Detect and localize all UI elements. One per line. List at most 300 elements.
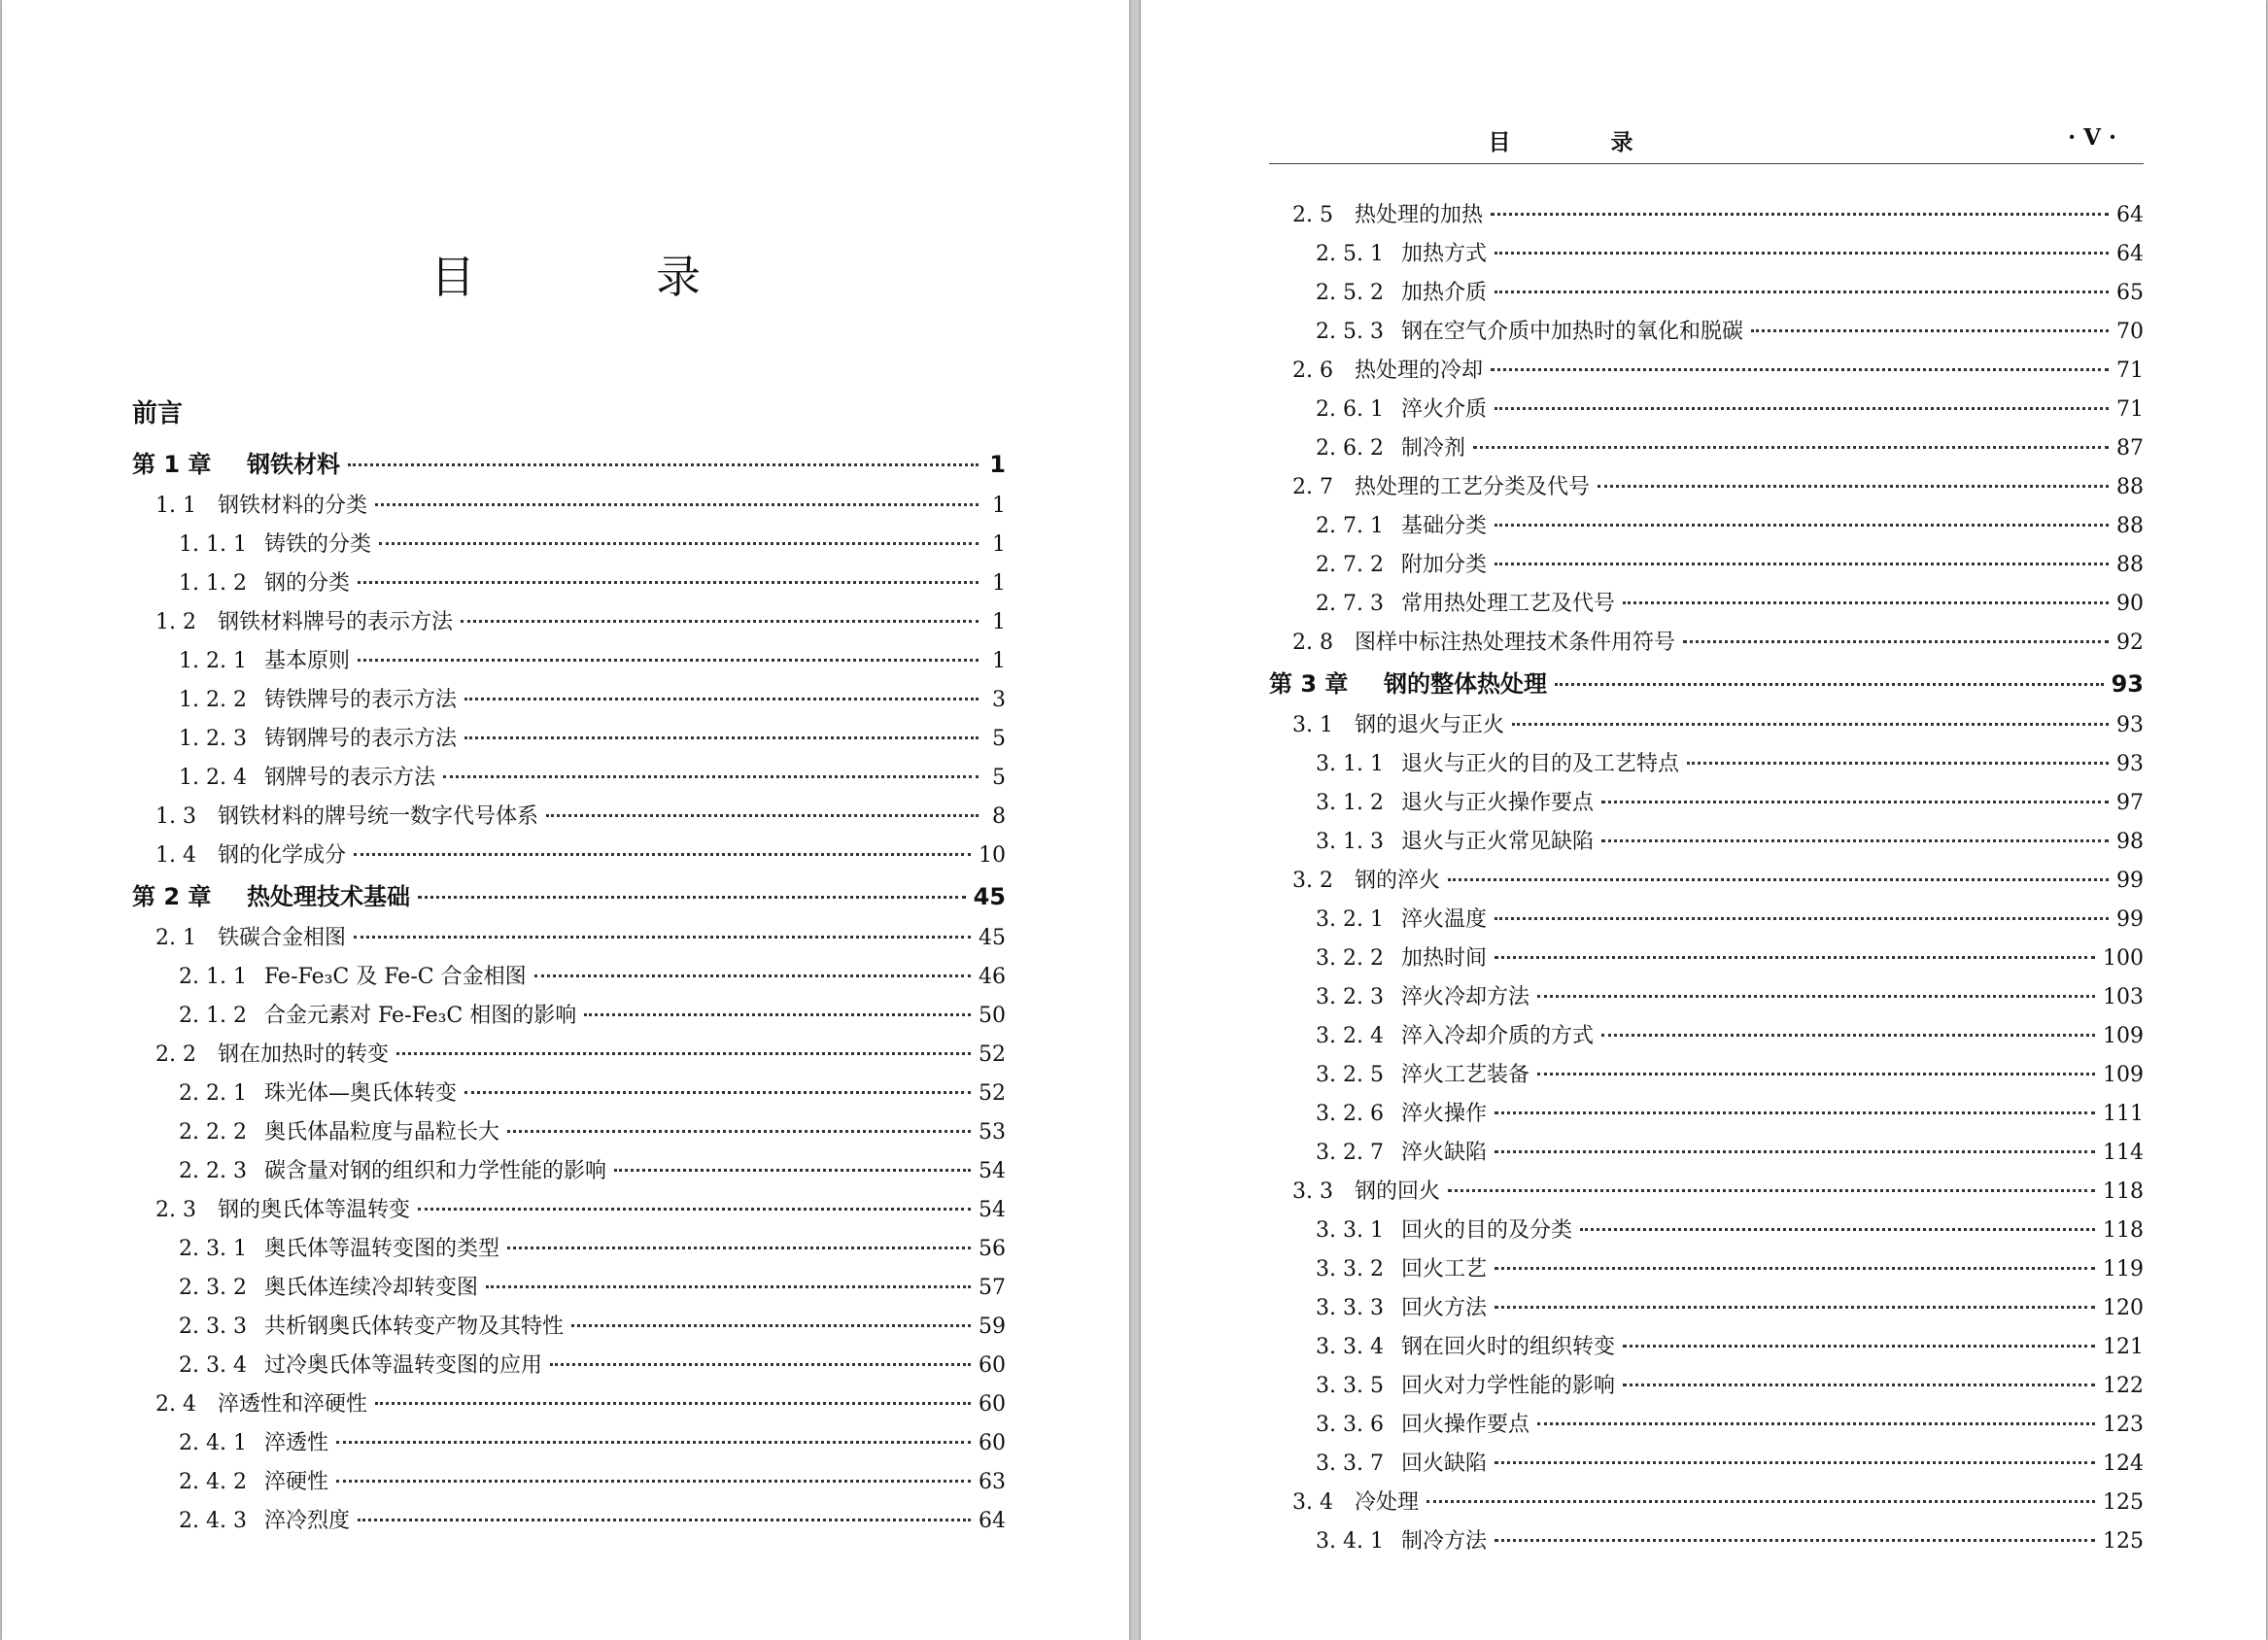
toc-number: 3. 4. 1 xyxy=(1316,1529,1384,1554)
toc-label: 共析钢奥氏体转变产物及其特性 xyxy=(264,1315,565,1339)
toc-number: 2. 3 xyxy=(155,1198,196,1222)
toc-chapter-entry[interactable] xyxy=(1141,663,2266,706)
running-title: 目 录 xyxy=(1488,130,1672,155)
toc-entry[interactable] xyxy=(1141,1095,2266,1134)
toc-entry[interactable] xyxy=(1141,468,2266,507)
toc-number: 第 2 章 xyxy=(132,883,212,910)
toc-page-number: 59 xyxy=(979,1315,1006,1339)
toc-number: 3. 2. 3 xyxy=(1316,985,1384,1009)
toc-number: 2. 7. 3 xyxy=(1316,592,1384,616)
toc-number: 2. 3. 3 xyxy=(179,1315,247,1339)
toc-number: 2. 2. 3 xyxy=(179,1159,247,1183)
toc-page-number: 50 xyxy=(979,1004,1006,1028)
toc-number: 2. 2. 2 xyxy=(179,1120,247,1145)
dot-leader xyxy=(1495,290,2109,293)
toc-number: 2. 3. 1 xyxy=(179,1237,247,1261)
toc-number: 2. 6. 2 xyxy=(1316,436,1384,461)
toc-page-number: 53 xyxy=(979,1120,1006,1145)
dot-leader xyxy=(1495,1111,2095,1114)
dot-leader xyxy=(396,1052,971,1055)
dot-leader xyxy=(1495,917,2109,920)
dot-leader xyxy=(1623,1345,2095,1348)
toc-entry[interactable] xyxy=(2,958,1129,997)
toc-number: 2. 1. 2 xyxy=(179,1004,247,1028)
toc-number: 1. 2. 1 xyxy=(179,649,247,673)
toc-page-number: 1 xyxy=(992,571,1006,596)
toc-number: 1. 2. 2 xyxy=(179,688,247,712)
toc-label: Fe-Fe₃C 及 Fe-C 合金相图 xyxy=(264,965,527,989)
toc-label: 制冷方法 xyxy=(1401,1529,1488,1554)
toc-label: 钢的整体热处理 xyxy=(1384,670,1547,698)
dot-leader xyxy=(1495,1306,2095,1309)
toc-number: 3. 3. 4 xyxy=(1316,1335,1384,1359)
toc-chapter-entry[interactable] xyxy=(2,875,1129,919)
toc-number: 2. 5. 1 xyxy=(1316,242,1384,266)
toc-page-number: 64 xyxy=(2116,242,2144,266)
toc-page-number: 64 xyxy=(979,1509,1006,1533)
toc-page-number: 99 xyxy=(2116,907,2144,932)
toc-page-number: 88 xyxy=(2116,514,2144,538)
toc-entry[interactable] xyxy=(2,1191,1129,1230)
toc-entry[interactable] xyxy=(1141,862,2266,901)
toc-label: 钢铁材料 xyxy=(247,451,340,478)
dot-leader xyxy=(375,503,979,506)
dot-leader xyxy=(354,853,971,856)
toc-entry[interactable] xyxy=(1141,1212,2266,1250)
toc-entry[interactable] xyxy=(1141,1017,2266,1056)
toc-number: 3. 2. 6 xyxy=(1316,1102,1384,1126)
toc-number: 3. 2. 4 xyxy=(1316,1024,1384,1048)
toc-number: 2. 1. 1 xyxy=(179,965,247,989)
dot-leader xyxy=(1495,1539,2095,1542)
toc-entry[interactable] xyxy=(1141,546,2266,585)
toc-entry[interactable] xyxy=(1141,1484,2266,1522)
dot-leader xyxy=(1473,446,2109,449)
toc-label: 淬火介质 xyxy=(1401,397,1488,422)
dot-leader xyxy=(584,1013,971,1016)
toc-entry[interactable] xyxy=(1141,1173,2266,1212)
dot-leader xyxy=(1687,762,2109,765)
toc-entry[interactable] xyxy=(1141,507,2266,546)
toc-entry[interactable] xyxy=(1141,391,2266,429)
toc-chapter-entry[interactable] xyxy=(2,443,1129,487)
toc-entry[interactable] xyxy=(2,1424,1129,1463)
toc-page-number: 97 xyxy=(2116,791,2144,815)
toc-page-number: 88 xyxy=(2116,475,2144,499)
dot-leader xyxy=(571,1324,971,1327)
toc-page-number: 92 xyxy=(2116,631,2144,655)
toc-label: 回火操作要点 xyxy=(1401,1413,1530,1437)
toc-page-number: 45 xyxy=(973,883,1006,910)
toc-entry[interactable] xyxy=(2,1230,1129,1269)
dot-leader xyxy=(379,542,979,545)
toc-number: 3. 3. 7 xyxy=(1316,1452,1384,1476)
toc-entry[interactable] xyxy=(1141,585,2266,624)
toc-label: 奥氏体等温转变图的类型 xyxy=(264,1237,500,1261)
toc-page-number: 120 xyxy=(2103,1296,2144,1320)
toc-label: 回火方法 xyxy=(1401,1296,1488,1320)
toc-label: 常用热处理工艺及代号 xyxy=(1401,592,1616,616)
toc-label: 合金元素对 Fe-Fe₃C 相图的影响 xyxy=(264,1004,577,1028)
toc-page-number: 123 xyxy=(2103,1413,2144,1437)
toc-entry[interactable] xyxy=(1141,823,2266,862)
toc-page-number: 8 xyxy=(992,804,1006,829)
toc-page-number: 111 xyxy=(2103,1102,2144,1126)
toc-number: 1. 4 xyxy=(155,843,196,868)
toc-label: 图样中标注热处理技术条件用符号 xyxy=(1355,631,1676,655)
toc-page-number: 45 xyxy=(979,926,1006,950)
toc-entry[interactable] xyxy=(1141,1522,2266,1561)
toc-entry[interactable] xyxy=(2,603,1129,642)
toc-entry[interactable] xyxy=(1141,1134,2266,1173)
toc-label: 钢的分类 xyxy=(264,571,351,596)
toc-label: 钢铁材料牌号的表示方法 xyxy=(218,610,454,634)
dot-leader xyxy=(1491,213,2109,216)
toc-page-number: 118 xyxy=(2103,1218,2144,1243)
toc-entry[interactable] xyxy=(2,1463,1129,1502)
toc-number: 3. 1. 1 xyxy=(1316,752,1384,776)
toc-entry[interactable] xyxy=(2,1113,1129,1152)
toc-number: 3. 3. 2 xyxy=(1316,1257,1384,1281)
left-page xyxy=(2,0,1129,1640)
dot-leader xyxy=(464,736,979,739)
toc-entry[interactable] xyxy=(1141,313,2266,352)
toc-page-number: 87 xyxy=(2116,436,2144,461)
toc-entry[interactable] xyxy=(2,759,1129,798)
toc-number: 3. 2. 5 xyxy=(1316,1063,1384,1087)
toc-page-number: 71 xyxy=(2116,397,2144,422)
toc-label: 退火与正火操作要点 xyxy=(1401,791,1595,815)
dot-leader xyxy=(507,1130,971,1133)
toc-label: 回火的目的及分类 xyxy=(1401,1218,1573,1243)
dot-leader xyxy=(464,1091,971,1094)
toc-page-number: 100 xyxy=(2103,946,2144,971)
dot-leader xyxy=(358,659,979,662)
toc-label: 淬火工艺装备 xyxy=(1401,1063,1530,1087)
toc-label: 淬火冷却方法 xyxy=(1401,985,1530,1009)
toc-page-number: 103 xyxy=(2103,985,2144,1009)
toc-page-number: 5 xyxy=(992,766,1006,790)
toc-number: 2. 7 xyxy=(1292,475,1333,499)
toc-label: 制冷剂 xyxy=(1401,436,1466,461)
toc-label: 淬火缺陷 xyxy=(1401,1141,1488,1165)
toc-number: 3. 2. 1 xyxy=(1316,907,1384,932)
toc-entry[interactable] xyxy=(2,1036,1129,1075)
dot-leader xyxy=(1495,563,2109,565)
toc-entry[interactable] xyxy=(2,798,1129,837)
dot-leader xyxy=(375,1402,971,1405)
toc-entry[interactable] xyxy=(1141,1367,2266,1406)
toc-label: 退火与正火常见缺陷 xyxy=(1401,830,1595,854)
dot-leader xyxy=(1495,1267,2095,1270)
dot-leader xyxy=(354,936,971,939)
toc-label: 回火缺陷 xyxy=(1401,1452,1488,1476)
dot-leader xyxy=(1601,801,2109,803)
toc-number: 3. 4 xyxy=(1292,1490,1333,1515)
toc-number: 2. 5. 2 xyxy=(1316,281,1384,305)
toc-page-number: 93 xyxy=(2116,713,2144,737)
dot-leader xyxy=(1495,252,2109,255)
toc-page-number: 10 xyxy=(979,843,1006,868)
toc-label: 钢铁材料的牌号统一数字代号体系 xyxy=(218,804,539,829)
toc-label: 钢的退火与正火 xyxy=(1355,713,1505,737)
toc-label: 基本原则 xyxy=(264,649,351,673)
toc-number: 2. 1 xyxy=(155,926,196,950)
dot-leader xyxy=(418,1208,971,1211)
toc-number: 1. 1. 2 xyxy=(179,571,247,596)
toc-number: 2. 6 xyxy=(1292,359,1333,383)
toc-page-number: 118 xyxy=(2103,1179,2144,1204)
toc-entry[interactable] xyxy=(1141,1445,2266,1484)
right-page xyxy=(1141,0,2266,1640)
toc-page-number: 64 xyxy=(2116,203,2144,227)
toc-number: 1. 2. 3 xyxy=(179,727,247,751)
dot-leader xyxy=(358,581,979,584)
toc-number: 2. 4. 2 xyxy=(179,1470,247,1494)
toc-number: 2. 5 xyxy=(1292,203,1333,227)
toc-number: 2. 7. 1 xyxy=(1316,514,1384,538)
toc-label: 回火对力学性能的影响 xyxy=(1401,1374,1616,1398)
toc-label: 奥氏体晶粒度与晶粒长大 xyxy=(264,1120,500,1145)
toc-label: 钢牌号的表示方法 xyxy=(264,766,436,790)
toc-entry[interactable] xyxy=(2,1269,1129,1308)
toc-label: 淬硬性 xyxy=(264,1470,329,1494)
dot-leader xyxy=(1555,683,2104,686)
toc-preface: 前言 xyxy=(132,399,184,428)
dot-leader xyxy=(550,1363,971,1366)
dot-leader xyxy=(1601,839,2109,842)
toc-entry[interactable] xyxy=(2,997,1129,1036)
toc-page-number: 109 xyxy=(2103,1063,2144,1087)
toc-label: 钢的奥氏体等温转变 xyxy=(218,1198,411,1222)
toc-entry[interactable] xyxy=(1141,235,2266,274)
toc-entry[interactable] xyxy=(1141,1289,2266,1328)
toc-label: 过冷奥氏体等温转变图的应用 xyxy=(264,1353,543,1378)
toc-entry[interactable] xyxy=(1141,978,2266,1017)
dot-leader xyxy=(336,1480,971,1483)
toc-page-number: 5 xyxy=(992,727,1006,751)
toc-label: 淬火温度 xyxy=(1401,907,1488,932)
toc-label: 回火工艺 xyxy=(1401,1257,1488,1281)
toc-page-number: 52 xyxy=(979,1081,1006,1106)
toc-entry[interactable] xyxy=(1141,901,2266,940)
toc-entry[interactable] xyxy=(1141,624,2266,663)
toc-label: 基础分类 xyxy=(1401,514,1488,538)
toc-entry[interactable] xyxy=(1141,940,2266,978)
toc-label: 淬透性和淬硬性 xyxy=(218,1392,368,1417)
toc-entry[interactable] xyxy=(1141,429,2266,468)
toc-number: 3. 3. 1 xyxy=(1316,1218,1384,1243)
toc-page-number: 1 xyxy=(989,451,1006,478)
dot-leader xyxy=(1448,878,2109,881)
toc-page-number: 70 xyxy=(2116,320,2144,344)
dot-leader xyxy=(461,620,979,623)
toc-label: 冷处理 xyxy=(1355,1490,1420,1515)
toc-page-number: 124 xyxy=(2103,1452,2144,1476)
toc-page-number: 60 xyxy=(979,1431,1006,1455)
dot-leader xyxy=(1491,368,2109,371)
toc-page-number: 98 xyxy=(2116,830,2144,854)
toc-label: 热处理的冷却 xyxy=(1355,359,1484,383)
toc-page-number: 46 xyxy=(979,965,1006,989)
toc-number: 2. 7. 2 xyxy=(1316,553,1384,577)
dot-leader xyxy=(507,1247,971,1249)
toc-page-number: 88 xyxy=(2116,553,2144,577)
toc-list-right xyxy=(1141,196,2266,1561)
toc-label: 淬入冷却介质的方式 xyxy=(1401,1024,1595,1048)
toc-label: 钢在加热时的转变 xyxy=(218,1042,390,1067)
toc-page-number: 109 xyxy=(2103,1024,2144,1048)
toc-label: 奥氏体连续冷却转变图 xyxy=(264,1276,479,1300)
dot-leader xyxy=(1537,1073,2095,1076)
dot-leader xyxy=(1580,1228,2095,1231)
toc-page-number: 1 xyxy=(992,610,1006,634)
toc-entry[interactable] xyxy=(1141,196,2266,235)
toc-label: 碳含量对钢的组织和力学性能的影响 xyxy=(264,1159,607,1183)
toc-entry[interactable] xyxy=(2,1502,1129,1541)
toc-page-number: 1 xyxy=(992,494,1006,518)
toc-number: 2. 4 xyxy=(155,1392,196,1417)
toc-number: 1. 2 xyxy=(155,610,196,634)
dot-leader xyxy=(1512,723,2109,726)
toc-number: 2. 2. 1 xyxy=(179,1081,247,1106)
dot-leader xyxy=(418,896,966,899)
dot-leader xyxy=(1495,1150,2095,1153)
toc-number: 1. 1 xyxy=(155,494,196,518)
toc-entry[interactable] xyxy=(1141,1406,2266,1445)
toc-entry[interactable] xyxy=(2,526,1129,564)
dot-leader xyxy=(443,775,979,778)
toc-page-number: 60 xyxy=(979,1392,1006,1417)
toc-number: 3. 1. 3 xyxy=(1316,830,1384,854)
toc-page-number: 60 xyxy=(979,1353,1006,1378)
toc-page-number: 54 xyxy=(979,1198,1006,1222)
toc-label: 热处理的工艺分类及代号 xyxy=(1355,475,1591,499)
toc-entry[interactable] xyxy=(2,681,1129,720)
toc-number: 2. 5. 3 xyxy=(1316,320,1384,344)
toc-entry[interactable] xyxy=(1141,1328,2266,1367)
toc-page-number: 122 xyxy=(2103,1374,2144,1398)
toc-number: 2. 3. 4 xyxy=(179,1353,247,1378)
toc-label: 加热时间 xyxy=(1401,946,1488,971)
dot-leader xyxy=(1495,524,2109,527)
dot-leader xyxy=(1495,407,2109,410)
toc-entry[interactable] xyxy=(1141,706,2266,745)
toc-number: 第 1 章 xyxy=(132,451,212,478)
toc-page-number: 71 xyxy=(2116,359,2144,383)
toc-page-number: 90 xyxy=(2116,592,2144,616)
toc-page-number: 1 xyxy=(992,532,1006,557)
dot-leader xyxy=(336,1441,971,1444)
toc-page-number: 125 xyxy=(2103,1529,2144,1554)
dot-leader xyxy=(1426,1500,2095,1503)
toc-label: 铸铁牌号的表示方法 xyxy=(264,688,458,712)
toc-label: 铸钢牌号的表示方法 xyxy=(264,727,458,751)
running-header xyxy=(1269,120,2144,164)
toc-entry[interactable] xyxy=(2,837,1129,875)
toc-page-number: 65 xyxy=(2116,281,2144,305)
toc-label: 珠光体—奥氏体转变 xyxy=(264,1081,458,1106)
toc-entry[interactable] xyxy=(2,1075,1129,1113)
toc-entry[interactable] xyxy=(2,1152,1129,1191)
toc-entry[interactable] xyxy=(2,487,1129,526)
toc-label: 加热介质 xyxy=(1401,281,1488,305)
toc-entry[interactable] xyxy=(1141,1056,2266,1095)
toc-page-number: 1 xyxy=(992,649,1006,673)
dot-leader xyxy=(614,1169,971,1172)
dot-leader xyxy=(1623,601,2109,604)
toc-entry[interactable] xyxy=(1141,784,2266,823)
toc-label: 淬透性 xyxy=(264,1431,329,1455)
toc-label: 钢在空气介质中加热时的氧化和脱碳 xyxy=(1401,320,1744,344)
toc-number: 3. 2 xyxy=(1292,869,1333,893)
dot-leader xyxy=(534,974,971,977)
toc-entry[interactable] xyxy=(1141,352,2266,391)
toc-entry[interactable] xyxy=(2,642,1129,681)
toc-number: 2. 4. 3 xyxy=(179,1509,247,1533)
toc-page-number: 56 xyxy=(979,1237,1006,1261)
toc-number: 3. 3. 6 xyxy=(1316,1413,1384,1437)
toc-entry[interactable] xyxy=(1141,1250,2266,1289)
toc-entry[interactable] xyxy=(1141,745,2266,784)
toc-number: 2. 6. 1 xyxy=(1316,397,1384,422)
toc-page-number: 3 xyxy=(992,688,1006,712)
dot-leader xyxy=(358,1519,971,1521)
toc-label: 热处理的加热 xyxy=(1355,203,1484,227)
toc-number: 3. 3 xyxy=(1292,1179,1333,1204)
toc-page-number: 93 xyxy=(2111,670,2144,698)
toc-entry[interactable] xyxy=(2,919,1129,958)
toc-number: 3. 2. 2 xyxy=(1316,946,1384,971)
toc-number: 2. 2 xyxy=(155,1042,196,1067)
toc-page-number: 125 xyxy=(2103,1490,2144,1515)
toc-entry[interactable] xyxy=(2,720,1129,759)
toc-label: 附加分类 xyxy=(1401,553,1488,577)
toc-entry[interactable] xyxy=(2,1385,1129,1424)
toc-number: 1. 2. 4 xyxy=(179,766,247,790)
toc-number: 3. 2. 7 xyxy=(1316,1141,1384,1165)
toc-entry[interactable] xyxy=(2,564,1129,603)
toc-label: 加热方式 xyxy=(1401,242,1488,266)
toc-number: 2. 3. 2 xyxy=(179,1276,247,1300)
toc-page-number: 121 xyxy=(2103,1335,2144,1359)
toc-label: 淬火操作 xyxy=(1401,1102,1488,1126)
toc-page-number: 93 xyxy=(2116,752,2144,776)
dot-leader xyxy=(1601,1034,2095,1037)
dot-leader xyxy=(464,698,979,700)
dot-leader xyxy=(1598,485,2109,488)
toc-page-number: 114 xyxy=(2103,1141,2144,1165)
toc-page-number: 63 xyxy=(979,1470,1006,1494)
toc-label: 铁碳合金相图 xyxy=(218,926,347,950)
toc-entry[interactable] xyxy=(1141,274,2266,313)
dot-leader xyxy=(486,1285,971,1288)
toc-page-number: 119 xyxy=(2103,1257,2144,1281)
toc-label: 钢的淬火 xyxy=(1355,869,1441,893)
toc-number: 3. 1 xyxy=(1292,713,1333,737)
toc-entry[interactable] xyxy=(2,1347,1129,1385)
toc-number: 1. 3 xyxy=(155,804,196,829)
dot-leader xyxy=(1537,1422,2095,1425)
dot-leader xyxy=(1683,640,2109,643)
toc-entry[interactable] xyxy=(2,1308,1129,1347)
toc-label: 钢铁材料的分类 xyxy=(218,494,368,518)
toc-title: 目 录 xyxy=(430,251,769,303)
toc-label: 钢的回火 xyxy=(1355,1179,1441,1204)
dot-leader xyxy=(348,463,979,466)
toc-page-number: 57 xyxy=(979,1276,1006,1300)
toc-number: 2. 8 xyxy=(1292,631,1333,655)
